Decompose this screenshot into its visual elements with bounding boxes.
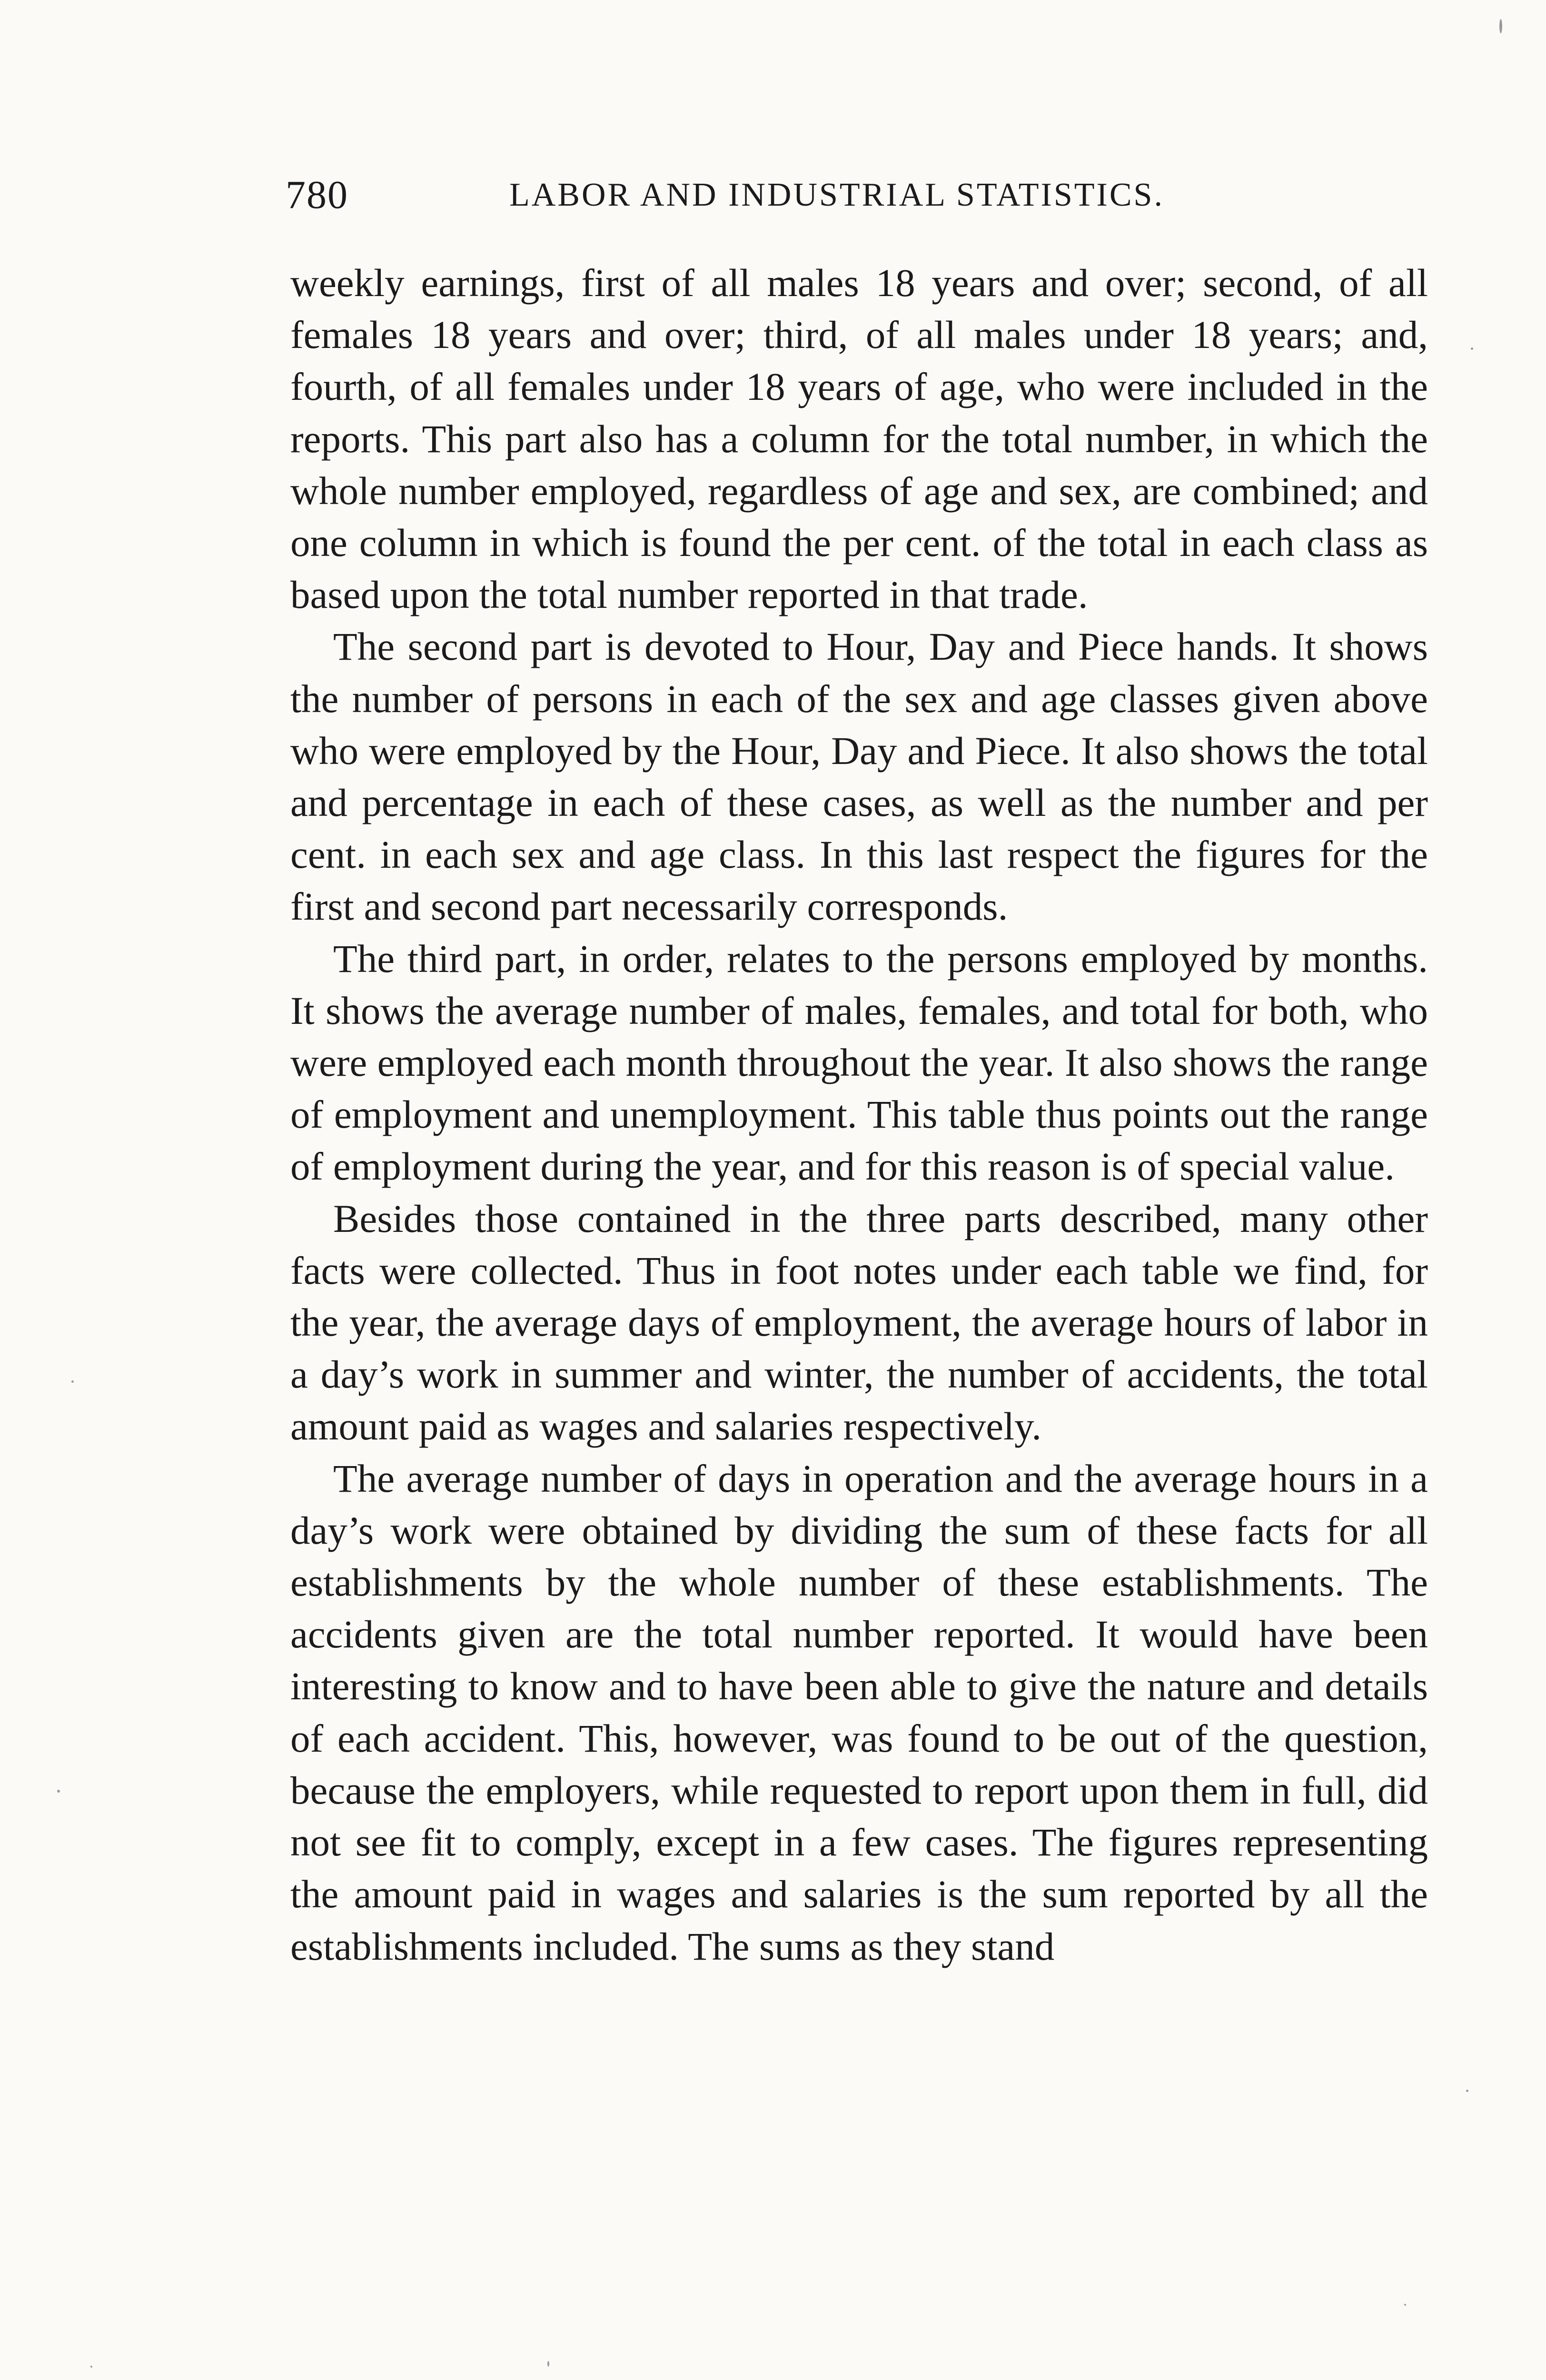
paragraph-1: weekly earnings, first of all males 18 years and over; second, of all females 18 years and over; third, of all males under 18 years; and, fourth, of all females under 18 years of age, who were included in the reports. This part also has a column for the total number, in which the whole number employed, regardless of age and sex, are combined; and one column in which is found the per cent. of the total in each class as based upon the total number reported in that trade. [290,261,1428,617]
scan-speck [1499,19,1502,33]
scan-speck [57,1790,60,1793]
scan-speck [71,1380,74,1383]
body-text [290,257,1428,1973]
scan-speck [1404,2304,1406,2306]
running-head [286,169,1271,221]
paragraph-3: The third part, in order, relates to the persons employed by months. It shows the average number of males, females, and total for both, who were employed each month throughout the year. It also shows the range of employment and unemployment. This table thus points out the range of employment during the year, and for this reason is of special value. [290,936,1428,1189]
scan-speck [547,2361,549,2367]
scan-speck [1471,347,1473,350]
running-head-title: LABOR AND INDUSTRIAL STATISTICS. [509,177,1164,213]
paragraph-5: The average number of days in operation and the average hours in a day’s work were obtained by dividing the sum of these facts for all establishments by the whole number of these establishments. The accidents given are the total number reported. It would have been interesting to know and to have been able to give the nature and details of each accident. This, however, was found to be out of the question, because the employers, while requested to report upon them in full, did not see fit to comply, except in a few cases. The figures representing the amount paid in wages and salaries is the sum reported by all the establishments included. The sums as they stand [290,1456,1428,1968]
scan-speck [1466,2090,1468,2092]
paragraph-4: Besides those contained in the three parts described, many other facts were collected. Thus in foot notes under each table we find, for the year, the average days of employment, the average hours of labor in a day’s work in summer and winter, the number of accidents, the total amount paid as wages and salaries respectively. [290,1196,1428,1448]
page-number: 780 [286,173,348,217]
scan-speck [90,2366,92,2368]
paragraph-2: The second part is devoted to Hour, Day and Piece hands. It shows the number of persons in each of the sex and age classes given above who were employed by the Hour, Day and Piece. It also shows the total and percentage in each of these cases, as well as the number and per cent. in each sex and age class. In this last respect the figures for the first and second part necessarily corresponds. [290,625,1428,929]
